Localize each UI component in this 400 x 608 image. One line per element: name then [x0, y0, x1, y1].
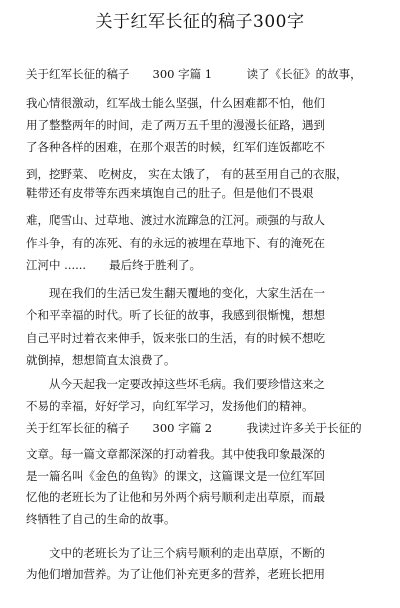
text-line: 不易的幸福，好好学习，向红军学习，发扬他们的精神。: [26, 399, 314, 413]
text-line: 忆他的老班长为了让他和另外两个病号顺利走出草原，而最: [26, 490, 325, 504]
text-line: 现在我们的生活已发生翻天覆地的变化，大家生活在一: [26, 286, 325, 300]
text-line: 了各种各样的困难，在那个艰苦的时候，红军们连饭都吃不: [26, 140, 325, 154]
text-line: 我心情很激动，红军战士能么坚强，什么困难都不怕，他们: [26, 96, 325, 110]
text-line: 关于红军长征的稿子 300 字篇 2 我读过许多关于长征的: [26, 421, 362, 435]
text-line: 是一篇名叫《金色的鱼钩》的课文，这篇课文是一位红军回: [26, 469, 325, 483]
text-line: 从今天起我一定要改掉这些坏毛病。我们要珍惜这来之: [26, 377, 325, 391]
text-line: 终牺牲了自己的生命的故事。: [26, 512, 176, 526]
document-title: 关于红军长征的稿子300字: [95, 12, 305, 32]
text-line: 用了整整两年的时间，走了两万五千里的漫漫长征路，遇到: [26, 118, 325, 132]
text-line: 个和平幸福的时代。听了长征的故事，我感到很惭愧，想想: [26, 308, 325, 322]
text-line: 作斗争，有的冻死、有的永远的被埋在草地下、有的淹死在: [26, 236, 325, 250]
text-line: 关于红军长征的稿子 300 字篇 1 读了《长征》的故事，: [26, 67, 362, 81]
text-line: 鞋带还有皮带等东西来填饱自己的肚子。但是他们不畏艰: [26, 186, 314, 200]
text-line: 到，挖野菜、 吃树皮， 实在太饿了， 有的甚至用自己的衣服，: [26, 167, 348, 181]
text-line: 就倒掉，想想简直太浪费了。: [26, 353, 176, 367]
text-line: 为他们增加营养。为了让他们补充更多的营养，老班长把用: [26, 567, 325, 581]
text-line: 自己平时过着衣来伸手，饭来张口的生活，有的时候不想吃: [26, 331, 325, 345]
text-line: 江河中 ...... 最后终于胜利了。: [26, 258, 202, 272]
text-line: 文中的老班长为了让三个病号顺利的走出草原，不断的: [26, 546, 325, 560]
text-line: 文章。每一篇文章都深深的打动着我。其中使我印象最深的: [26, 447, 325, 461]
text-line: 难，爬雪山、过草地、渡过水流蹿急的江河。顽强的与敌人: [26, 213, 325, 227]
